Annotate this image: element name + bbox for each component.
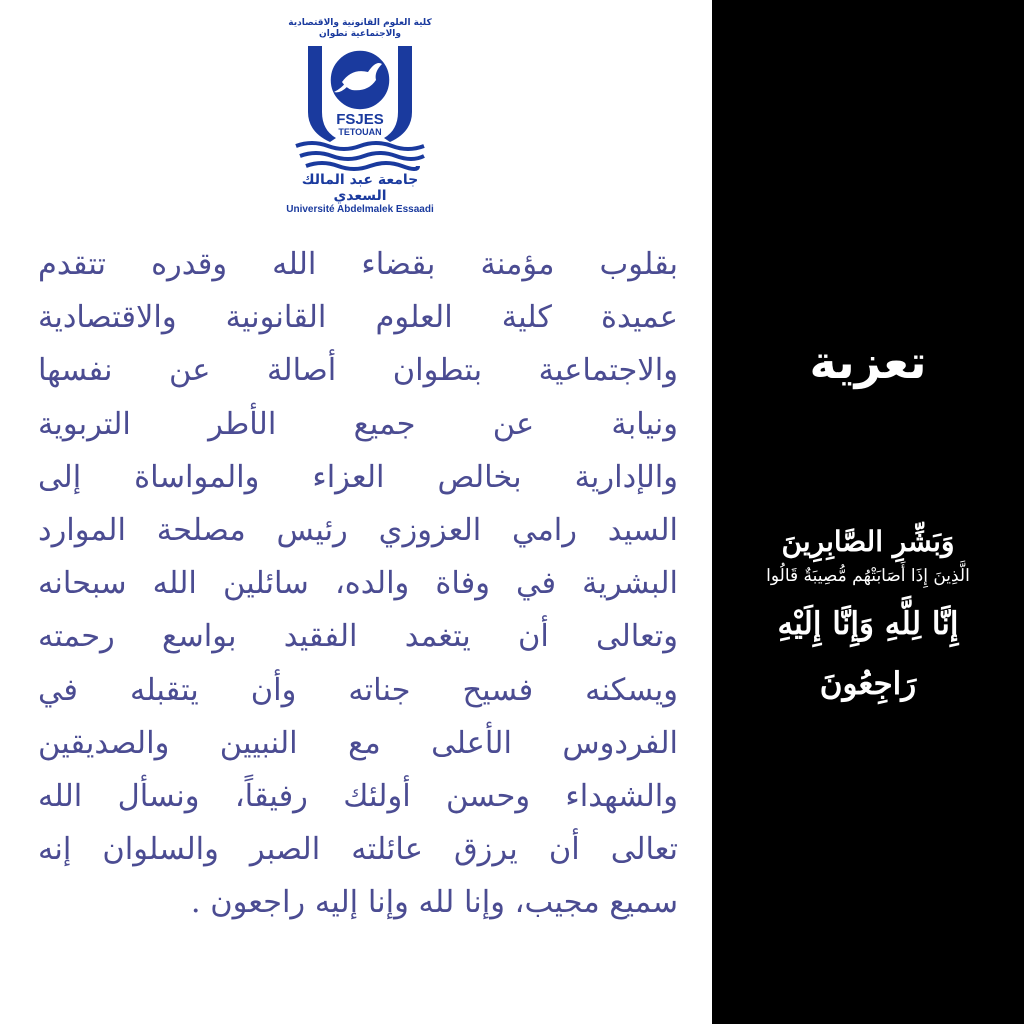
message-line: بقلوب مؤمنة بقضاء الله وقدره تتقدم [38,247,678,282]
message-line: ونيابة عن جميع الأطر التربوية [38,406,678,442]
logo-university-arabic: جامعة عبد المالك السعدي [301,172,419,204]
verse-line-1: وَبَشِّرِ الصَّابِرِينَ [781,525,955,558]
black-side-panel [712,0,1024,1024]
faculty-logo [275,18,445,223]
message-line: البشرية في وفاة والده، سائلين الله سبحانه [38,566,678,602]
condolence-title: تعزية [809,335,927,389]
logo-city: TETOUAN [338,127,382,137]
message-line: والاجتماعية بتطوان أصالة عن نفسها [38,353,678,389]
quran-verse [730,522,1006,714]
logo-university-latin: Université Abdelmalek Essaadi [286,204,434,215]
message-line: سميع مجيب، وإنا لله وإنا إليه راجعون . [190,885,678,921]
logo-faculty-name: كلية العلوم القانونية والاقتصادية والاجتماعية تطوان [288,18,432,39]
message-line: الفردوس الأعلى مع النبيين والصديقين [38,725,678,761]
message-line: ويسكنه فسيح جناته وأن يتقبله في [38,672,678,708]
faculty-emblem-icon [290,42,430,172]
message-line: السيد رامي العزوزي رئيس مصلحة الموارد [38,513,678,549]
logo-acronym: FSJES [336,111,384,128]
verse-line-3: إِنَّا لِلَّهِ وَإِنَّا إِلَيْهِ رَاجِعُونَ [777,606,959,702]
message-line: والشهداء وحسن أولئك رفيقاً، ونسأل الله [38,779,678,815]
message-line: تعالى أن يرزق عائلته الصبر والسلوان إنه [38,832,678,868]
condolence-message [38,238,678,930]
message-line: والإدارية بخالص العزاء والمواساة إلى [38,459,678,495]
message-line: وتعالى أن يتغمد الفقيد بواسع رحمته [38,619,678,655]
message-line: عميدة كلية العلوم القانونية والاقتصادية [38,300,678,336]
verse-line-2: الَّذِينَ إِذَا أَصَابَتْهُم مُّصِيبَةٌ قَالُوا [766,566,970,586]
